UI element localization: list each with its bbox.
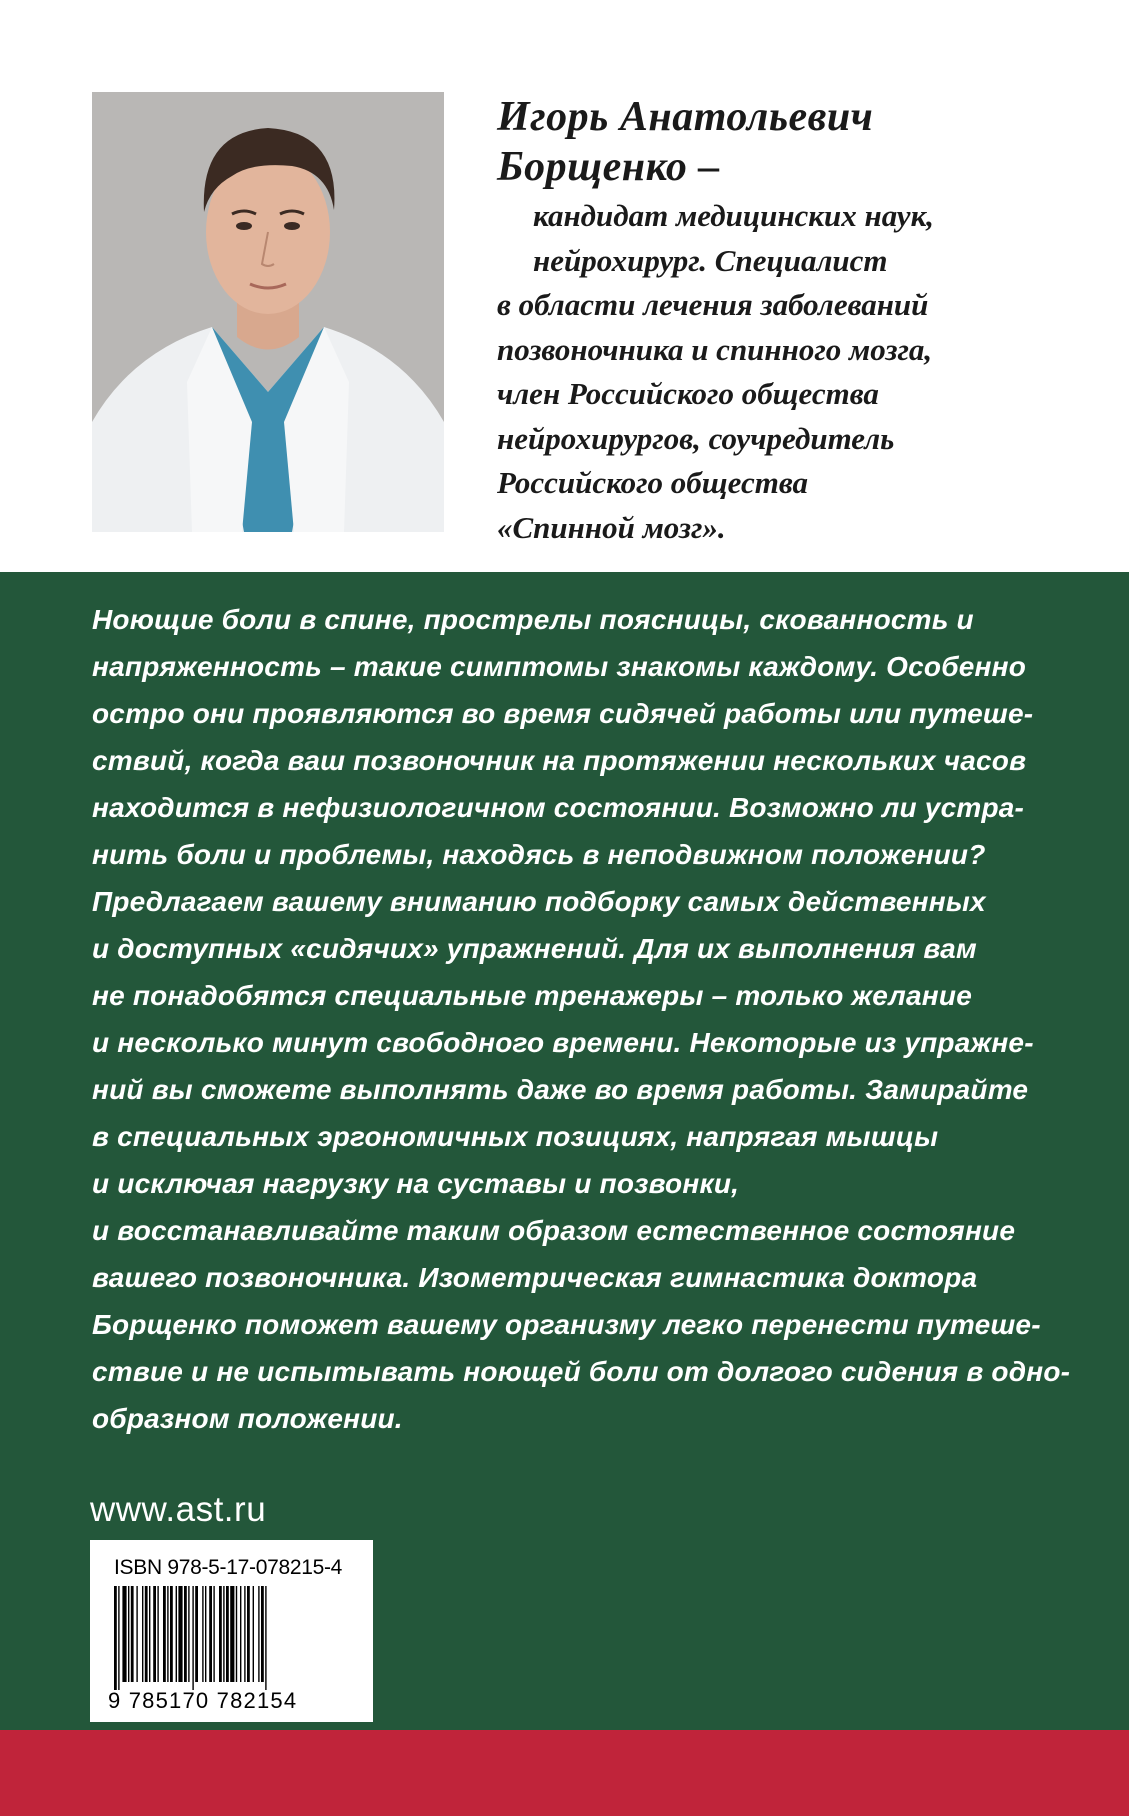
description-line: и восстанавливайте таким образом естественное состояние [92,1215,1016,1246]
bio-line: Российского общества [497,465,808,500]
description-section [0,572,1129,1730]
description-line: Предлагаем вашему вниманию подборку самых действенных [92,886,986,917]
description-line: напряженность – такие симптомы знакомы каждому. Особенно [92,651,1027,682]
description-line: ний вы сможете выполнять даже во время работы. Замирайте [92,1074,1029,1105]
bio-line: нейрохирургов, соучредитель [497,420,895,456]
isbn-barcode [90,1540,373,1722]
author-bio [497,92,1107,550]
author-name-line: Борщенко – [497,144,720,190]
description-line: нить боли и проблемы, находясь в неподвижном положении? [92,839,986,870]
description-line: ствий, когда ваш позвоночник на протяжении нескольких часов [92,745,1027,776]
description-line: не понадобятся специальные тренажеры – только желание [92,980,972,1011]
bio-line: в области лечения заболеваний [497,287,929,322]
barcode-digits: 9 785170 782154 [108,1688,298,1713]
author-section [0,0,1129,572]
book-description [92,596,1102,1442]
description-line: ствие и не испытывать ноющей боли от долгого сидения в одно- [92,1356,1071,1387]
description-line: и доступных «сидячих» упражнений. Для их выполнения вам [92,933,977,964]
description-line: вашего позвоночника. Изометрическая гимнастика доктора [92,1262,978,1293]
bio-line: «Спинной мозг». [497,509,726,545]
description-line: в специальных эргономичных позициях, напрягая мышцы [92,1121,939,1152]
barcode-icon [112,1586,352,1690]
publisher-website[interactable]: www.ast.ru [90,1490,267,1529]
bio-line: кандидат медицинских наук, [533,198,935,233]
description-line: образном положении. [92,1403,403,1434]
description-line: и исключая нагрузку на суставы и позвонки, [92,1168,740,1199]
author-photo [92,92,444,532]
description-line: Ноющие боли в спине, прострелы поясницы, скованность и [92,604,974,635]
author-name [497,92,1107,192]
author-description [497,194,1107,550]
bottom-color-band [0,1730,1129,1816]
isbn-label: ISBN 978-5-17-078215-4 [114,1556,343,1579]
description-line: Борщенко поможет вашему организму легко перенести путеше- [92,1309,1041,1340]
description-line: остро они проявляются во время сидячей работы или путеше- [92,698,1034,729]
description-line: находится в нефизиологичном состоянии. Возможно ли устра- [92,792,1025,823]
author-name-line: Игорь Анатольевич [497,94,874,140]
bio-line: член Российского общества [497,376,879,411]
bio-line: позвоночника и спинного мозга, [497,331,933,367]
description-line: и несколько минут свободного времени. Некоторые из упражне- [92,1027,1034,1058]
bio-line: нейрохирург. Специалист [533,242,888,278]
